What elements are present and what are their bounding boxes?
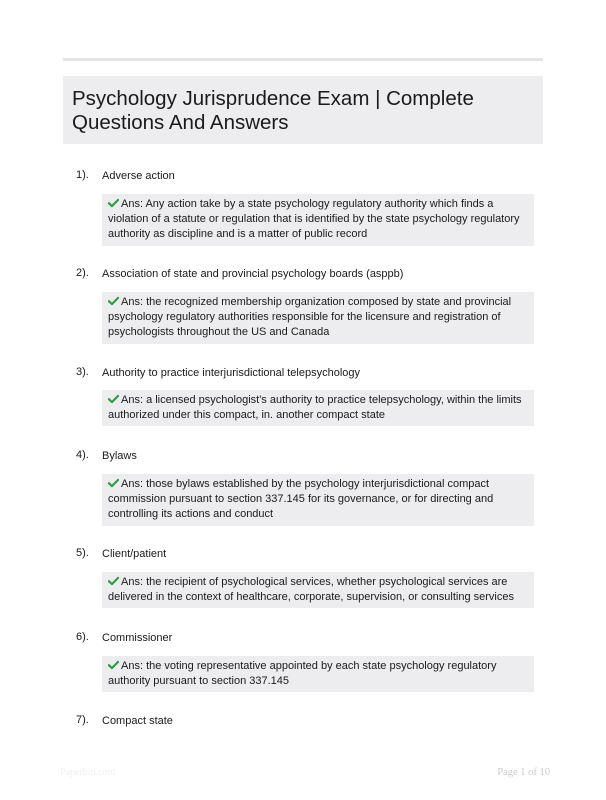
question-number: 2). — [76, 267, 89, 279]
answer-box — [102, 292, 534, 344]
question-number: 1). — [76, 169, 89, 181]
answer-box — [102, 194, 534, 246]
answer-text: Ans: the recipient of psychological services, whether psychological services are delivered in the context of healthcare, corporate, supervision, or consulting services — [108, 576, 514, 604]
checkmark-icon — [108, 296, 119, 306]
question-text: Association of state and provincial psychology boards (asppb) — [102, 268, 404, 280]
question-text: Adverse action — [102, 170, 175, 182]
page-indicator: Page 1 of 10 — [497, 767, 550, 778]
question-number: 7). — [76, 714, 89, 726]
question-text: Bylaws — [102, 450, 137, 462]
answer-box — [102, 474, 534, 526]
question-number: 6). — [76, 631, 89, 643]
checkmark-icon — [108, 478, 119, 488]
question-number: 3). — [76, 366, 89, 378]
question-text: Commissioner — [102, 632, 173, 644]
checkmark-icon — [108, 198, 119, 208]
checkmark-icon — [108, 576, 119, 586]
answer-text: Ans: those bylaws established by the psychology interjurisdictional compact commission pursuant to section 337.145 for its governance, or for directing and controlling its actions and conduct — [108, 478, 494, 521]
answer-box — [102, 572, 534, 608]
answer-text: Ans: a licensed psychologist's authority to practice telepsychology, within the limits authorized under this compact, in. another compact state — [108, 394, 522, 422]
question-text: Authority to practice interjurisdictional telepsychology — [102, 367, 361, 379]
page-title: Psychology Jurisprudence Exam | Complete Questions And Answers — [72, 87, 474, 134]
answer-text: Ans: the voting representative appointed by each state psychology regulatory authority pursuant to section 337.145 — [108, 660, 497, 688]
footer-watermark: Paperbin.com — [60, 767, 116, 778]
question-text: Client/patient — [102, 548, 167, 560]
title-banner — [63, 76, 543, 144]
answer-box — [102, 656, 534, 692]
answer-box — [102, 390, 534, 426]
question-number: 4). — [76, 449, 89, 461]
top-divider — [63, 58, 543, 61]
question-number: 5). — [76, 547, 89, 559]
checkmark-icon — [108, 660, 119, 670]
answer-text: Ans: the recognized membership organization composed by state and provincial psychology regulatory authorities responsible for the licensure and registration of psychologists throughout the US and Canada — [108, 296, 512, 339]
question-text: Compact state — [102, 715, 173, 727]
checkmark-icon — [108, 394, 119, 404]
answer-text: Ans: Any action take by a state psychology regulatory authority which finds a violation of a statute or regulation that is identified by the state psychology regulatory authority as discipline and is a matter of public record — [108, 198, 520, 241]
